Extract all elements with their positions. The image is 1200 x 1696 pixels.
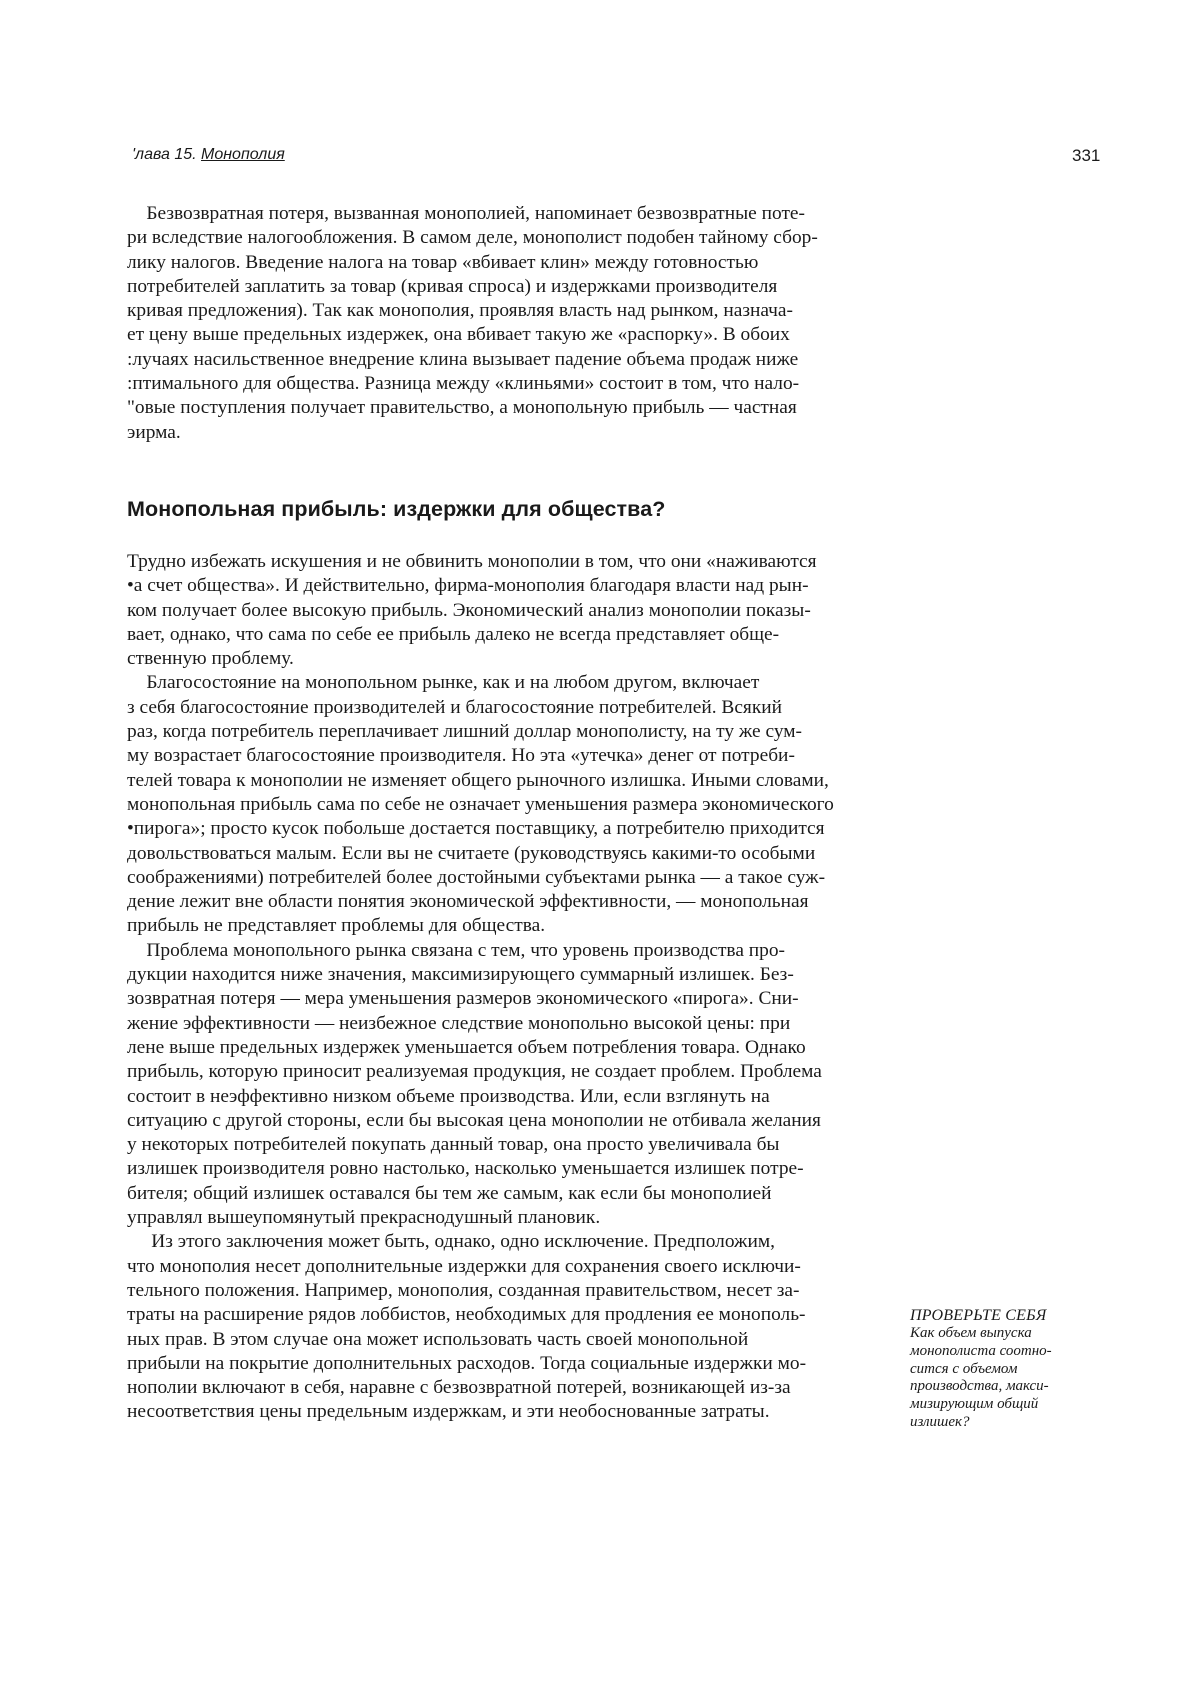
margin-note-line: излишек? — [910, 1413, 970, 1430]
page-number: 331 — [1072, 146, 1101, 165]
text-line: дение лежит вне области понятия экономической эффективности, — монопольная — [127, 891, 809, 913]
text-line: тельного положения. Например, монополия, созданная правительством, несет за- — [127, 1279, 800, 1301]
text-line: раз, когда потребитель переплачивает лишний доллар монополисту, на ту же сум- — [127, 721, 803, 743]
text-line: :лучаях насильственное внедрение клина вызывает падение объема продаж ниже — [127, 348, 799, 370]
paragraph-deadweight-loss — [127, 202, 887, 445]
text-line: кривая предложения). Так как монополия, проявляя власть над рынком, назнача- — [127, 300, 794, 322]
text-line: довольствоваться малым. Если вы не считаете (руководствуясь какими-то особыми — [127, 842, 816, 864]
section-heading: Монопольная прибыль: издержки для общества? — [127, 497, 666, 521]
text-line: прибыль не представляет проблемы для общества. — [127, 915, 546, 937]
margin-note-line: производства, макси- — [910, 1378, 1049, 1395]
text-line: Трудно избежать искушения и не обвинить монополии в том, что они «наживаются — [127, 551, 817, 572]
text-line: управлял вышеупомянутый прекраснодушный плановик. — [127, 1207, 601, 1229]
chapter-prefix: 'лава 15. — [132, 146, 202, 163]
running-head — [132, 146, 285, 164]
text-line: "овые поступления получает правительство, а монопольную прибыль — частная — [127, 397, 797, 419]
text-line: дукции находится ниже значения, максимизирующего суммарный излишек. Без- — [127, 964, 794, 986]
text-line: му возрастает благосостояние производителя. Но эта «утечка» денег от потреби- — [127, 745, 795, 767]
text-line: траты на расширение рядов лоббистов, необходимых для продления ее монополь- — [127, 1304, 806, 1326]
margin-note-line: мизирующим общий — [910, 1396, 1039, 1413]
text-line: соображениями) потребителей более достойными субъектами рынка — а такое суж- — [127, 866, 826, 888]
margin-note-title: ПРОВЕРЬТЕ СЕБЯ — [910, 1307, 1047, 1324]
margin-note-check-yourself — [910, 1306, 1090, 1432]
margin-note-line: Как объем выпуска — [910, 1325, 1032, 1341]
text-line: вает, однако, что сама по себе ее прибыль далеко не всегда представляет обще- — [127, 623, 780, 645]
text-line: Из этого заключения может быть, однако, одно исключение. Предположим, — [127, 1231, 775, 1253]
text-line: ственную проблему. — [127, 648, 294, 670]
text-line: •а счет общества». И действительно, фирма-монополия благодаря власти над рын- — [127, 575, 809, 597]
text-line: несоответствия цены предельным издержкам, и эти необоснованные затраты. — [127, 1401, 770, 1423]
section-body — [127, 550, 887, 1425]
text-line: з себя благосостояние производителей и благосостояние потребителей. Всякий — [127, 696, 783, 718]
text-line: ных прав. В этом случае она может использовать часть своей монопольной — [127, 1328, 749, 1350]
text-line: Благосостояние на монопольном рынке, как и на любом другом, включает — [127, 672, 760, 694]
text-line: у некоторых потребителей покупать данный товар, она просто увеличивала бы — [127, 1134, 780, 1156]
chapter-title: Монополия — [201, 146, 285, 163]
text-line: состоит в неэффективно низком объеме производства. Или, если взглянуть на — [127, 1085, 770, 1107]
text-line: ри вследствие налогообложения. В самом деле, монополист подобен тайному сбор- — [127, 227, 818, 249]
text-line: ет цену выше предельных издержек, она вбивает такую же «распорку». В обоих — [127, 324, 790, 346]
text-line: телей товара к монополии не изменяет общего рыночного излишка. Иными словами, — [127, 769, 829, 791]
text-line: прибыли на покрытие дополнительных расходов. Тогда социальные издержки мо- — [127, 1352, 807, 1374]
text-line: Проблема монопольного рынка связана с тем, что уровень производства про- — [127, 939, 786, 961]
text-line: эирма. — [127, 421, 181, 443]
text-line: зозвратная потеря — мера уменьшения размеров экономического «пирога». Сни- — [127, 988, 799, 1010]
text-line: потребителей заплатить за товар (кривая спроса) и издержками производителя — [127, 275, 778, 297]
text-line: лене выше предельных издержек уменьшается объем потребления товара. Однако — [127, 1036, 806, 1058]
margin-note-line: монополиста соотно- — [910, 1342, 1052, 1359]
text-line: излишек производителя ровно настолько, насколько уменьшается излишек потре- — [127, 1158, 804, 1180]
text-line: бителя; общий излишек оставался бы тем же самым, как если бы монополией — [127, 1182, 772, 1204]
text-line: прибыль, которую приносит реализуемая продукция, не создает проблем. Проблема — [127, 1061, 822, 1083]
text-line: :птимального для общества. Разница между «клиньями» состоит в том, что нало- — [127, 373, 800, 395]
text-line: лику налогов. Введение налога на товар «вбивает клин» между готовностью — [127, 251, 759, 273]
text-line: •пирога»; просто кусок побольше достается поставщику, а потребителю приходится — [127, 818, 825, 840]
text-line: монопольная прибыль сама по себе не означает уменьшения размера экономического — [127, 793, 834, 815]
margin-note-line: сится с объемом — [910, 1360, 1018, 1377]
text-line: Безвозвратная потеря, вызванная монополией, напоминает безвозвратные поте- — [127, 203, 805, 224]
text-line: ситуацию с другой стороны, если бы высокая цена монополии не отбивала желания — [127, 1109, 821, 1131]
text-line: ком получает более высокую прибыль. Экономический анализ монополии показы- — [127, 599, 811, 621]
text-line: нополии включают в себя, наравне с безвозвратной потерей, возникающей из-за — [127, 1377, 791, 1399]
text-line: жение эффективности — неизбежное следствие монопольно высокой цены: при — [127, 1012, 791, 1034]
text-line: что монополия несет дополнительные издержки для сохранения своего исключи- — [127, 1255, 801, 1277]
